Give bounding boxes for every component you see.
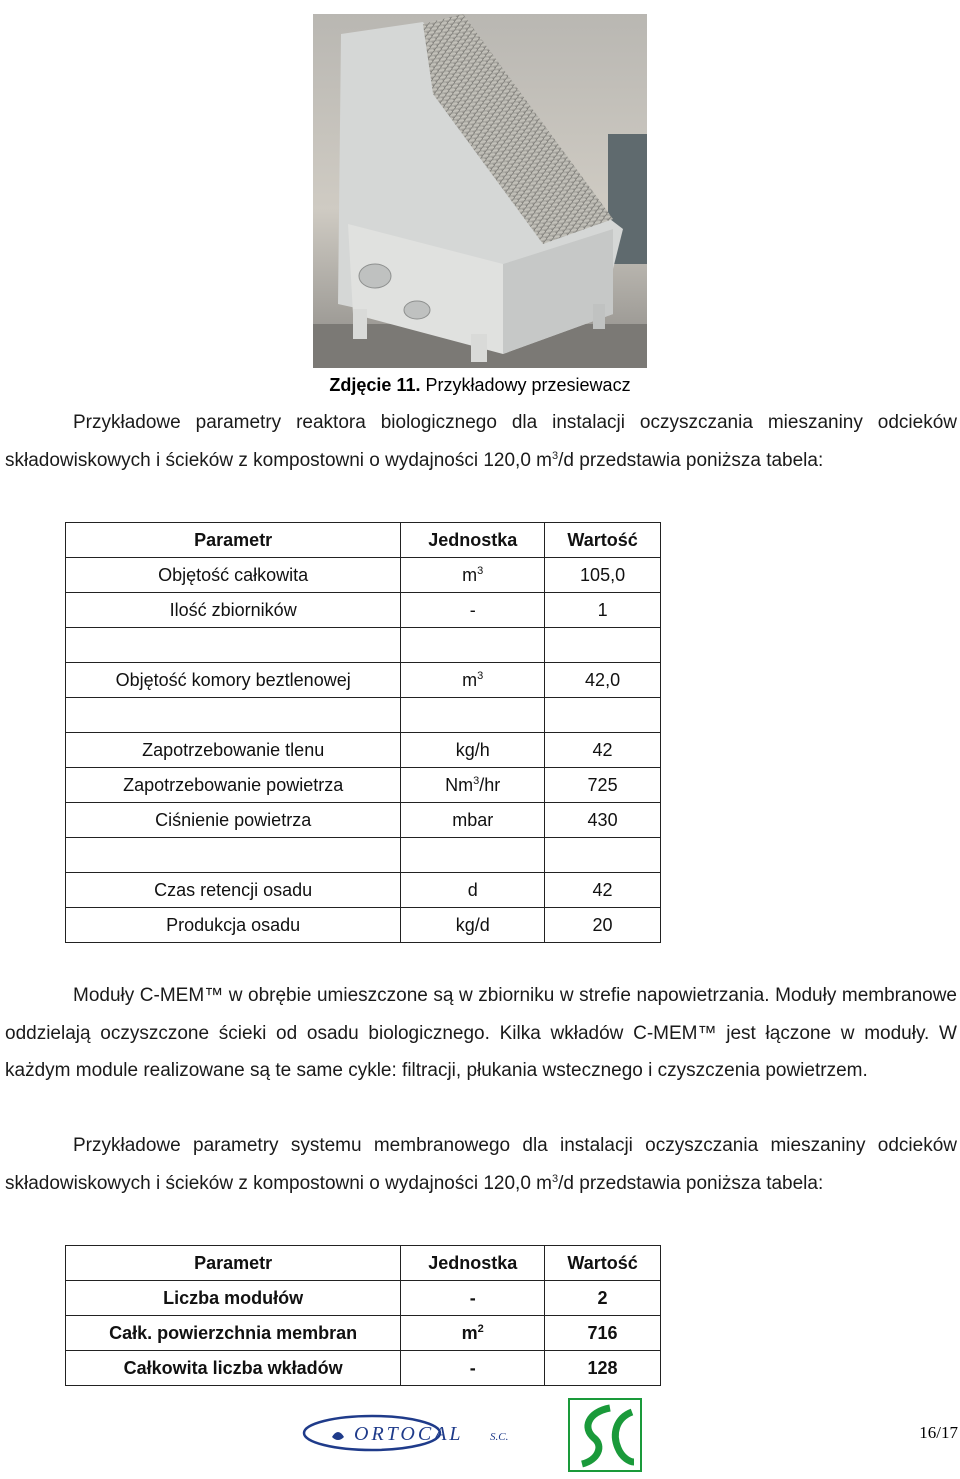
table-row — [66, 558, 661, 593]
table-row — [66, 1281, 661, 1316]
membrane-parameters-table — [65, 1245, 661, 1386]
caption-text: Przykładowy przesiewacz — [425, 375, 631, 395]
header-cell: Jednostka — [401, 523, 545, 558]
unit-cell: - — [401, 1351, 545, 1386]
table-row — [66, 1351, 661, 1386]
reactor-parameters-table — [65, 522, 661, 943]
parameter-cell: Ciśnienie powietrza — [66, 803, 401, 838]
value-cell — [545, 838, 661, 873]
table-row — [66, 733, 661, 768]
header-cell: Parametr — [66, 1246, 401, 1281]
table-row — [66, 593, 661, 628]
paragraph-cmem-modules: Moduły C-MEM™ w obrębie umieszczone są w zbiorniku w strefie napowietrzania. Moduły membranowe oddzielają oczyszczone ścieki od osadu biologicznego. Kilka wkładów C-MEM™ jest łączone w moduły. W każdym module realizowane są te same cykle: filtracji, płukania wstecznego i czyszczenia powietrzem. — [5, 985, 957, 1081]
header-cell: Wartość — [545, 523, 661, 558]
value-cell: 42,0 — [545, 663, 661, 698]
table-row — [66, 663, 661, 698]
green-sc-logo — [568, 1398, 642, 1472]
parameter-cell: Objętość całkowita — [66, 558, 401, 593]
value-cell: 725 — [545, 768, 661, 803]
value-cell: 716 — [545, 1316, 661, 1351]
unit-cell: - — [401, 1281, 545, 1316]
value-cell: 430 — [545, 803, 661, 838]
unit-cell: mbar — [401, 803, 545, 838]
value-cell: 42 — [545, 873, 661, 908]
value-cell: 128 — [545, 1351, 661, 1386]
table-row — [66, 768, 661, 803]
value-cell: 1 — [545, 593, 661, 628]
parameter-cell: Objętość komory beztlenowej — [66, 663, 401, 698]
paragraph-reactor-intro: Przykładowe parametry reaktora biologicznego dla instalacji oczyszczania mieszaniny odcieków składowiskowych i ścieków z kompostowni o wydajności 120,0 $m^3/d$ przedstawia poniższa tabela: — [5, 412, 957, 471]
parameter-cell: Zapotrzebowanie tlenu — [66, 733, 401, 768]
unit-cell: $m^2$ — [401, 1316, 545, 1351]
parameter-cell: Zapotrzebowanie powietrza — [66, 768, 401, 803]
unit-cell: $m^3$ — [401, 663, 545, 698]
parameter-cell — [66, 838, 401, 873]
parameter-cell: Czas retencji osadu — [66, 873, 401, 908]
ortocal-logo-text: ORTOCAL — [354, 1423, 464, 1445]
unit-cell: $m^3$ — [401, 558, 545, 593]
unit-cell: Nm$^3$/hr — [401, 768, 545, 803]
value-cell: 2 — [545, 1281, 661, 1316]
paragraph-membrane-intro: Przykładowe parametry systemu membranowego dla instalacji oczyszczania mieszaniny odcieków składowiskowych i ścieków z kompostowni o wydajności 120,0 $m^3/d$ przedstawia poniższa tabela: — [5, 1135, 957, 1194]
unit-cell — [401, 838, 545, 873]
value-cell — [545, 698, 661, 733]
unit-cell: - — [401, 593, 545, 628]
table-row — [66, 873, 661, 908]
table-row — [66, 628, 661, 663]
parameter-cell: Całk. powierzchnia membran — [66, 1316, 401, 1351]
header-cell: Wartość — [545, 1246, 661, 1281]
photo-caption — [0, 373, 960, 397]
parameter-cell — [66, 698, 401, 733]
value-cell — [545, 628, 661, 663]
parameter-cell: Całkowita liczba wkładów — [66, 1351, 401, 1386]
page-number: 16/17 — [919, 1423, 958, 1442]
unit-cell: d — [401, 873, 545, 908]
unit-cell: kg/d — [401, 908, 545, 943]
table-row — [66, 908, 661, 943]
unit-cell — [401, 628, 545, 663]
unit-cell — [401, 698, 545, 733]
table-row — [66, 698, 661, 733]
table-header-row — [66, 523, 661, 558]
parameter-cell — [66, 628, 401, 663]
parameter-cell: Ilość zbiorników — [66, 593, 401, 628]
value-cell: 105,0 — [545, 558, 661, 593]
table-row — [66, 1316, 661, 1351]
header-cell: Parametr — [66, 523, 401, 558]
unit-cell: kg/h — [401, 733, 545, 768]
table-row — [66, 803, 661, 838]
header-cell: Jednostka — [401, 1246, 545, 1281]
caption-label: Zdjęcie 11. — [329, 375, 421, 395]
parameter-cell: Liczba modułów — [66, 1281, 401, 1316]
value-cell: 42 — [545, 733, 661, 768]
ortocal-logo — [302, 1413, 522, 1453]
sieve-photo — [313, 14, 647, 368]
table-row — [66, 838, 661, 873]
table-header-row — [66, 1246, 661, 1281]
parameter-cell: Produkcja osadu — [66, 908, 401, 943]
ortocal-logo-suffix: S.C. — [490, 1431, 509, 1443]
value-cell: 20 — [545, 908, 661, 943]
